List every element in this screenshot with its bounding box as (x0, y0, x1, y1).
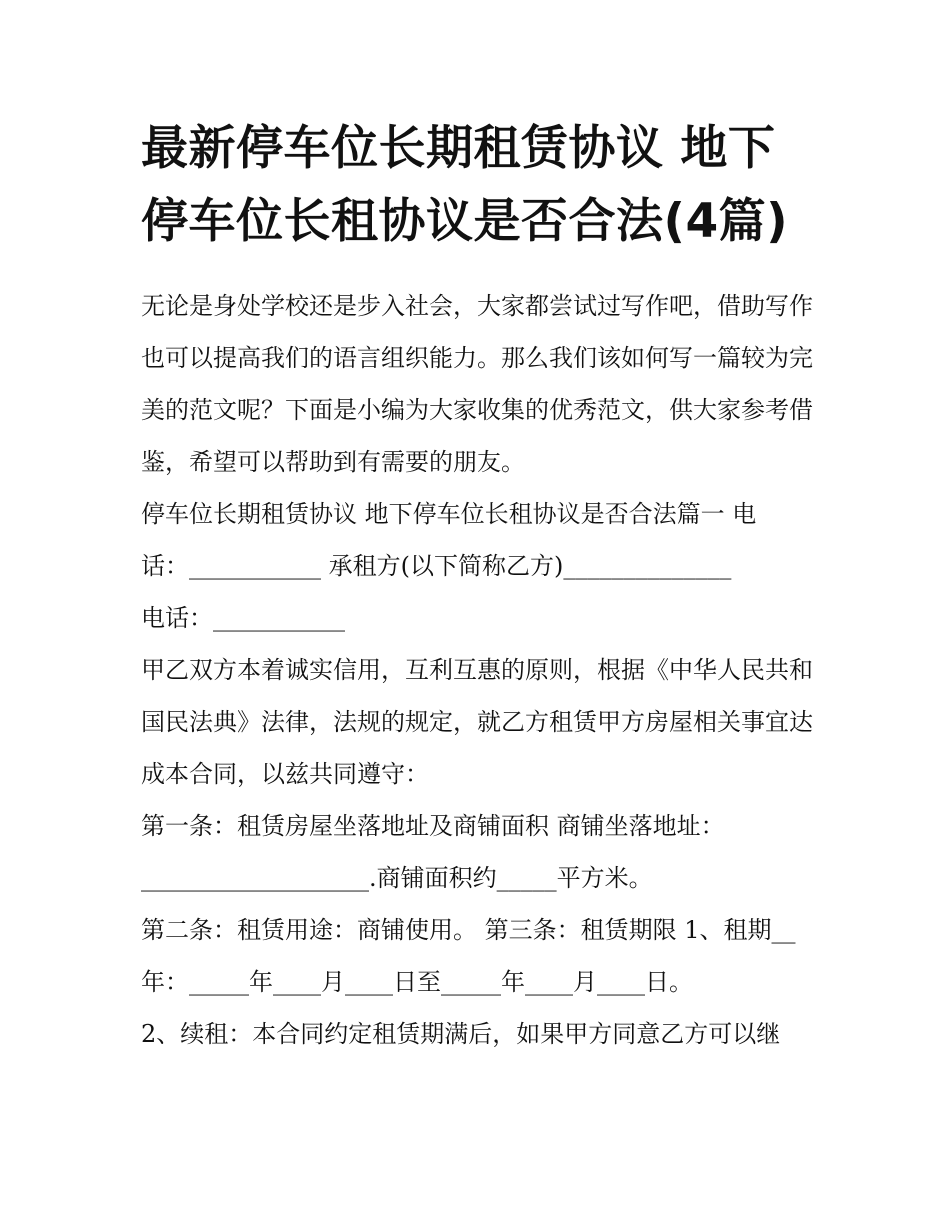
article-1-area-line: ___________________.商铺面积约_____平方米。 (141, 864, 653, 892)
phone-lessee-line: 话：___________ 承租方(以下简称乙方)______________ (141, 552, 732, 580)
principle-paragraph: 甲乙双方本着诚实信用，互利互惠的原则，根据《中华人民共和国民法典》法律，法规的规定，就乙方租赁甲方房屋相关事宜达成本合同，以兹共同遵守： (141, 656, 813, 788)
document-page (141, 112, 821, 1060)
intro-paragraph: 无论是身处学校还是步入社会，大家都尝试过写作吧，借助写作也可以提高我们的语言组织能力。那么我们该如何写一篇较为完美的范文呢？下面是小编为大家收集的优秀范文，供大家参考借鉴，希望可以帮助到有需要的朋友。 (141, 292, 813, 476)
article-3-term-line: 年：_____年____月____日至_____年____月____日。 (141, 968, 693, 996)
renewal-line: 2、续租：本合同约定租赁期满后，如果甲方同意乙方可以继 (141, 1020, 781, 1048)
section-heading-line: 停车位长期租赁协议 地下停车位长租协议是否合法篇一 电 (141, 500, 757, 528)
article-1-line: 第一条：租赁房屋坐落地址及商铺面积 商铺坐落地址： (141, 812, 725, 840)
document-title: 最新停车位长期租赁协议 地下停车位长租协议是否合法(4篇) (141, 121, 789, 249)
phone-line: 电话：___________ (141, 604, 345, 632)
article-2-line: 第二条：租赁用途：商铺使用。 第三条：租赁期限 1、租期__ (141, 916, 796, 944)
